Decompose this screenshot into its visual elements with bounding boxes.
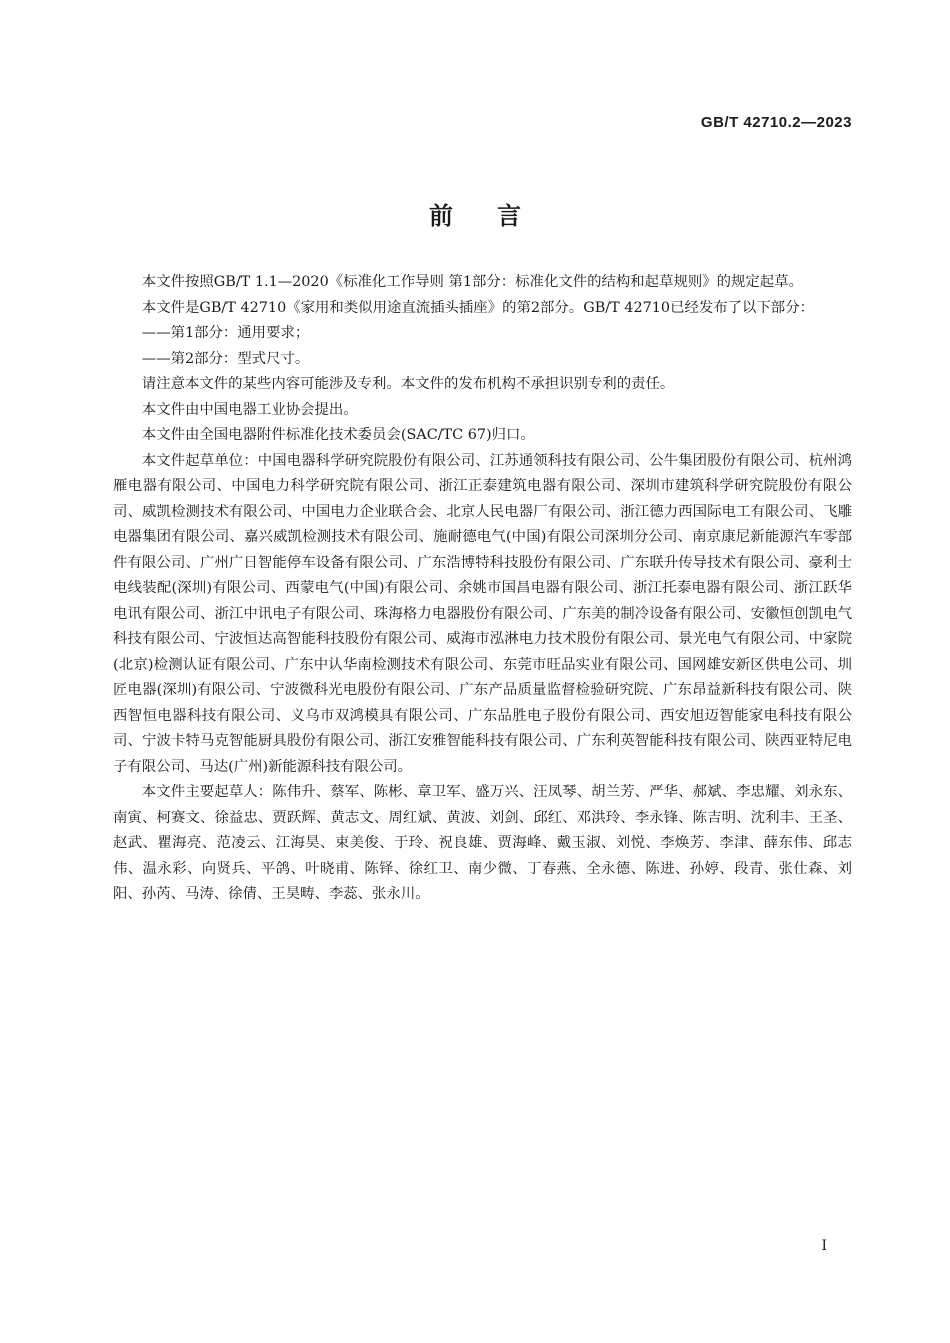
paragraph-main-drafters: 本文件主要起草人：陈伟升、蔡军、陈彬、章卫军、盛万兴、汪凤琴、胡兰芳、严华、郝斌、李忠耀、刘永东、南寅、柯赛文、徐益忠、贾跃辉、黄志文、周红斌、黄波、刘剑、邱红、邓洪玲、李永锋、陈吉明、沈利丰、王圣、赵武、瞿海亮、范凌云、江海昊、束美俊、于玲、祝良雄、贾海峰、戴玉淑、刘悦、李焕芳、李津、薛东伟、邱志伟、温永彩、向贤兵、平鸽、叶晓甫、陈铎、徐红卫、南少微、丁春燕、全永德、陈进、孙婷、段青、张仕森、刘阳、孙芮、马涛、徐倩、王昊畴、李蕊、张永川。 xyxy=(113,784,852,902)
paragraph-drafting-organizations: 本文件起草单位：中国电器科学研究院股份有限公司、江苏通领科技有限公司、公牛集团股份有限公司、杭州鸿雁电器有限公司、中国电力科学研究院有限公司、浙江正泰建筑电器有限公司、深圳市建筑科学研究院股份有限公司、威凯检测技术有限公司、中国电力企业联合会、北京人民电器厂有限公司、浙江德力西国际电工有限公司、飞雕电器集团有限公司、嘉兴威凯检测技术有限公司、施耐德电气(中国)有限公司深圳分公司、南京康尼新能源汽车零部件有限公司、广州广日智能停车设备有限公司、广东浩博特科技股份有限公司、广东联升传导技术有限公司、豪利士电线装配(深圳)有限公司、西蒙电气(中国)有限公司、余姚市国昌电器有限公司、浙江托泰电器有限公司、浙江跃华电讯有限公司、浙江中讯电子有限公司、珠海格力电器股份有限公司、广东美的制冷设备有限公司、安徽恒创凯电气科技有限公司、宁波恒达高智能科技股份有限公司、威海市泓淋电力技术股份有限公司、景光电气有限公司、中家院(北京)检测认证有限公司、广东中认华南检测技术有限公司、东莞市旺品实业有限公司、国网雄安新区供电公司、圳匠电器(深圳)有限公司、宁波微科光电股份有限公司、广东产品质量监督检验研究院、广东昂益新科技有限公司、陕西智恒电器科技有限公司、义乌市双鸿模具有限公司、广东品胜电子股份有限公司、西安旭迈智能家电科技有限公司、宁波卡特马克智能厨具股份有限公司、浙江安雅智能科技有限公司、广东利英智能科技有限公司、陕西亚特尼电子有限公司、马达(广州)新能源科技有限公司。 xyxy=(113,452,852,775)
document-number: GB/T 42710.2—2023 xyxy=(700,114,852,131)
list-item-part-2: ——第2部分：型式尺寸。 xyxy=(141,350,310,367)
list-item-part-1: ——第1部分：通用要求； xyxy=(141,325,310,341)
paragraph-committee: 本文件由全国电器附件标准化技术委员会(SAC/TC 67)归口。 xyxy=(141,427,535,443)
foreword-body xyxy=(113,270,852,908)
paragraph-proposer: 本文件由中国电器工业协会提出。 xyxy=(141,401,358,418)
page-title: 前言 xyxy=(429,202,565,230)
paragraph-patent-notice: 请注意本文件的某些内容可能涉及专利。本文件的发布机构不承担识别专利的责任。 xyxy=(141,376,675,392)
paragraph-standard-parts: 本文件是GB/T 42710《家用和类似用途直流插头插座》的第2部分。GB/T 42710已经发布了以下部分： xyxy=(141,299,814,316)
page-number: I xyxy=(821,1238,827,1254)
paragraph-drafting-rules: 本文件按照GB/T 1.1—2020《标准化工作导则 第1部分：标准化文件的结构和起草规则》的规定起草。 xyxy=(141,274,803,290)
